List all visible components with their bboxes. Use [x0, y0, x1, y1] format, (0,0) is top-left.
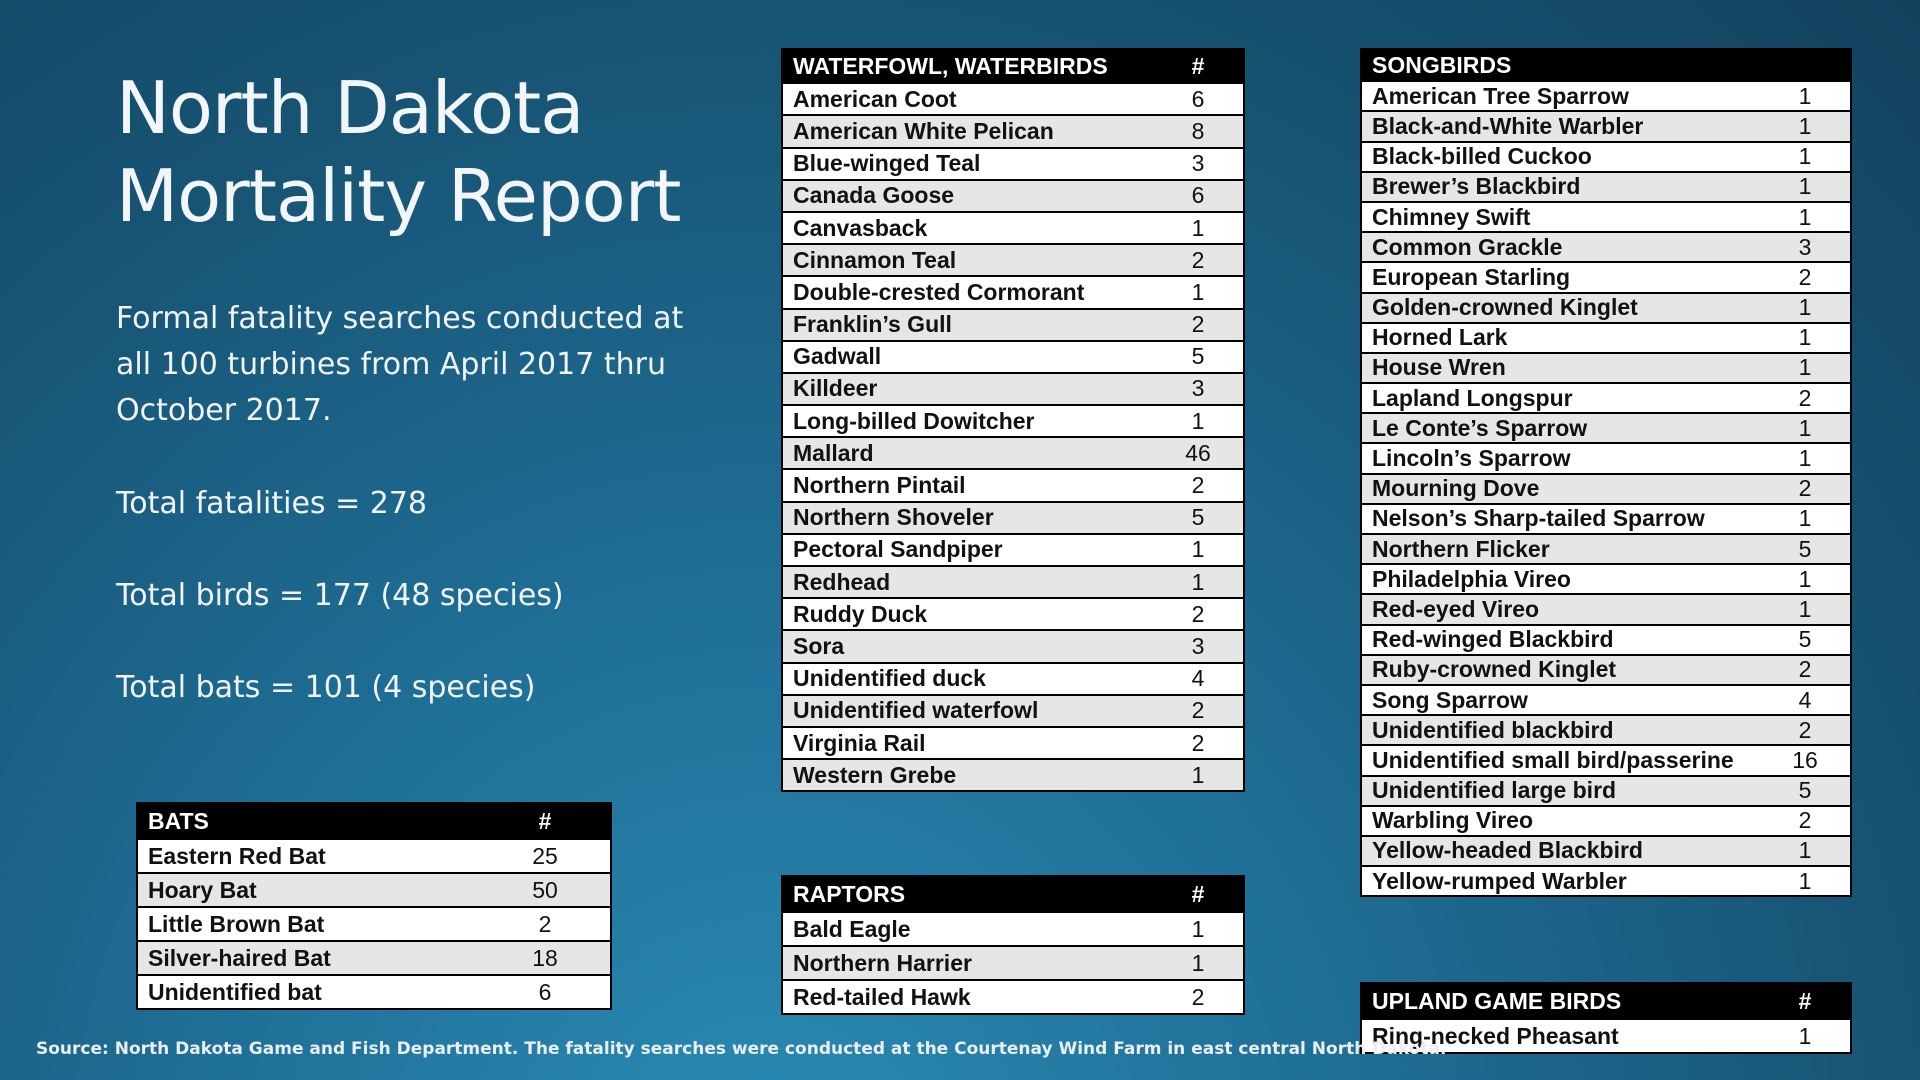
- fatality-count: 2: [1191, 600, 1205, 627]
- fatality-count: 16: [1792, 746, 1818, 773]
- songbirds-table-header: [1362, 50, 1850, 80]
- fatality-count: 1: [1798, 173, 1812, 200]
- species-name: Northern Pintail: [793, 472, 966, 499]
- table-row: [783, 945, 1243, 979]
- fatality-count: 2: [1191, 472, 1205, 499]
- species-name: Black-billed Cuckoo: [1372, 143, 1592, 170]
- species-name: Canvasback: [793, 214, 928, 241]
- fatality-count: 2: [1191, 311, 1205, 338]
- table-row: [1362, 775, 1850, 805]
- species-name: Ruddy Duck: [793, 600, 928, 627]
- species-name: Western Grebe: [793, 761, 957, 788]
- column-header-species: SONGBIRDS: [1372, 51, 1512, 78]
- table-row: [783, 340, 1243, 372]
- species-name: Common Grackle: [1372, 233, 1563, 260]
- column-header-species: RAPTORS: [793, 880, 906, 907]
- fatality-count: 1: [1798, 837, 1812, 864]
- table-row: [783, 275, 1243, 307]
- fatality-count: 1: [1191, 761, 1205, 788]
- table-row: [783, 758, 1243, 790]
- table-row: [138, 872, 610, 906]
- table-row: [783, 211, 1243, 243]
- fatality-count: 46: [1185, 439, 1211, 466]
- bats-table-body: [138, 838, 610, 1008]
- species-name: Nelson’s Sharp-tailed Sparrow: [1372, 505, 1705, 532]
- species-name: Mourning Dove: [1372, 475, 1540, 502]
- table-row: [1362, 382, 1850, 412]
- raptors-table-body: [783, 911, 1243, 1013]
- species-name: Yellow-rumped Warbler: [1372, 867, 1627, 894]
- table-row: [1362, 412, 1850, 442]
- fatality-count: 8: [1191, 117, 1205, 144]
- fatality-count: 6: [1191, 85, 1205, 112]
- table-row: [1362, 714, 1850, 744]
- table-row: [783, 436, 1243, 468]
- table-row: [783, 911, 1243, 945]
- column-header-species: WATERFOWL, WATERBIRDS: [793, 52, 1108, 79]
- table-row: [1362, 533, 1850, 563]
- table-row: [783, 501, 1243, 533]
- species-name: Killdeer: [793, 375, 878, 402]
- table-row: [1362, 231, 1850, 261]
- species-name: Northern Harrier: [793, 949, 972, 976]
- species-name: Canada Goose: [793, 182, 955, 209]
- fatality-count: 4: [1798, 686, 1812, 713]
- species-name: Horned Lark: [1372, 324, 1508, 351]
- species-name: Northern Flicker: [1372, 535, 1550, 562]
- species-name: Gadwall: [793, 343, 882, 370]
- fatality-count: 5: [1191, 504, 1205, 531]
- title-line-1: North Dakota: [116, 66, 584, 150]
- raptors-table: [781, 875, 1245, 1015]
- raptors-table-header: [783, 877, 1243, 911]
- species-name: Northern Shoveler: [793, 504, 994, 531]
- table-row: [783, 243, 1243, 275]
- fatality-count: 3: [1191, 632, 1205, 659]
- species-name: American Coot: [793, 85, 957, 112]
- intro-text: Formal fatality searches conducted at all 100 turbines from April 2017 thru October 2017.: [116, 301, 684, 428]
- species-name: American White Pelican: [793, 117, 1054, 144]
- species-name: Bald Eagle: [793, 915, 911, 942]
- table-row: [783, 629, 1243, 661]
- column-header-count: #: [1191, 52, 1205, 79]
- fatality-count: 5: [1798, 777, 1812, 804]
- table-row: [783, 979, 1243, 1013]
- fatality-count: 1: [1798, 1022, 1812, 1049]
- column-header-count: #: [1798, 987, 1812, 1014]
- table-row: [1362, 110, 1850, 140]
- species-name: Golden-crowned Kinglet: [1372, 294, 1638, 321]
- fatality-count: 5: [1798, 535, 1812, 562]
- species-name: Redhead: [793, 568, 891, 595]
- species-name: Virginia Rail: [793, 729, 926, 756]
- table-row: [783, 404, 1243, 436]
- page-title: [116, 64, 681, 240]
- fatality-count: 2: [1191, 246, 1205, 273]
- species-name: Unidentified bat: [148, 978, 322, 1005]
- species-name: Philadelphia Vireo: [1372, 565, 1571, 592]
- table-row: [783, 565, 1243, 597]
- table-row: [1362, 835, 1850, 865]
- fatality-count: 1: [1798, 294, 1812, 321]
- table-row: [783, 179, 1243, 211]
- fatality-count: 1: [1798, 324, 1812, 351]
- table-row: [138, 838, 610, 872]
- species-name: Long-billed Dowitcher: [793, 407, 1035, 434]
- fatality-count: 50: [532, 876, 558, 903]
- fatality-count: 1: [1191, 407, 1205, 434]
- bats-table: [136, 802, 612, 1010]
- table-row: [783, 308, 1243, 340]
- fatality-count: 2: [1798, 716, 1812, 743]
- fatality-count: 3: [1191, 375, 1205, 402]
- fatality-count: 1: [1798, 565, 1812, 592]
- species-name: Red-eyed Vireo: [1372, 595, 1540, 622]
- table-row: [1362, 201, 1850, 231]
- stat-total-bats: Total bats = 101 (4 species): [116, 670, 536, 705]
- table-row: [1362, 80, 1850, 110]
- species-name: Ring-necked Pheasant: [1372, 1022, 1619, 1049]
- stat-total-birds: Total birds = 177 (48 species): [116, 578, 564, 613]
- table-row: [783, 726, 1243, 758]
- fatality-count: 1: [1798, 505, 1812, 532]
- table-row: [1362, 744, 1850, 774]
- fatality-count: 2: [538, 910, 552, 937]
- species-name: Silver-haired Bat: [148, 944, 331, 971]
- fatality-count: 1: [1191, 214, 1205, 241]
- upland-table-header: [1362, 984, 1850, 1018]
- species-name: Unidentified small bird/passerine: [1372, 746, 1734, 773]
- fatality-count: 1: [1191, 915, 1205, 942]
- fatality-count: 5: [1191, 343, 1205, 370]
- fatality-count: 2: [1798, 656, 1812, 683]
- column-header-count: #: [1191, 880, 1205, 907]
- fatality-count: 4: [1191, 665, 1205, 692]
- table-row: [783, 662, 1243, 694]
- fatality-count: 3: [1798, 233, 1812, 260]
- column-header-species: BATS: [148, 807, 209, 834]
- species-name: Cinnamon Teal: [793, 246, 957, 273]
- fatality-count: 6: [1191, 182, 1205, 209]
- species-name: Little Brown Bat: [148, 910, 325, 937]
- table-row: [1362, 322, 1850, 352]
- species-name: Brewer’s Blackbird: [1372, 173, 1581, 200]
- fatality-count: 1: [1191, 278, 1205, 305]
- table-row: [1362, 473, 1850, 503]
- species-name: Ruby-crowned Kinglet: [1372, 656, 1617, 683]
- table-row: [1362, 171, 1850, 201]
- species-name: Le Conte’s Sparrow: [1372, 414, 1588, 441]
- species-name: Lincoln’s Sparrow: [1372, 445, 1571, 472]
- species-name: Chimney Swift: [1372, 203, 1531, 230]
- species-name: Pectoral Sandpiper: [793, 536, 1003, 563]
- fatality-count: 1: [1191, 536, 1205, 563]
- species-name: Song Sparrow: [1372, 686, 1528, 713]
- species-name: Red-tailed Hawk: [793, 983, 971, 1010]
- fatality-count: 5: [1798, 626, 1812, 653]
- species-name: Yellow-headed Blackbird: [1372, 837, 1643, 864]
- column-header-count: #: [538, 807, 552, 834]
- fatality-count: 6: [538, 978, 552, 1005]
- fatality-count: 1: [1798, 445, 1812, 472]
- fatality-count: 1: [1798, 414, 1812, 441]
- species-name: House Wren: [1372, 354, 1506, 381]
- fatality-count: 2: [1798, 475, 1812, 502]
- fatality-count: 1: [1191, 568, 1205, 595]
- fatality-count: 2: [1191, 729, 1205, 756]
- column-header-species: UPLAND GAME BIRDS: [1372, 987, 1622, 1014]
- songbirds-table-body: [1362, 80, 1850, 895]
- fatality-count: 2: [1798, 807, 1812, 834]
- table-row: [1362, 563, 1850, 593]
- waterfowl-table-body: [783, 82, 1243, 790]
- table-row: [1362, 292, 1850, 322]
- species-name: Black-and-White Warbler: [1372, 112, 1644, 139]
- table-row: [1362, 352, 1850, 382]
- species-name: Unidentified duck: [793, 665, 986, 692]
- bats-table-header: [138, 804, 610, 838]
- fatality-count: 2: [1798, 263, 1812, 290]
- fatality-count: 2: [1191, 697, 1205, 724]
- table-row: [1362, 141, 1850, 171]
- table-row: [138, 940, 610, 974]
- fatality-count: 1: [1191, 949, 1205, 976]
- species-name: Warbling Vireo: [1372, 807, 1534, 834]
- table-row: [783, 694, 1243, 726]
- species-name: Eastern Red Bat: [148, 842, 326, 869]
- waterfowl-table-header: [783, 50, 1243, 82]
- table-row: [783, 533, 1243, 565]
- source-note: Source: North Dakota Game and Fish Department. The fatality searches were conducted at the Courtenay Wind Farm in east central North Dakota.: [36, 1039, 1447, 1059]
- table-row: [1362, 503, 1850, 533]
- fatality-count: 18: [532, 944, 558, 971]
- fatality-count: 1: [1798, 867, 1812, 894]
- species-name: Lapland Longspur: [1372, 384, 1573, 411]
- fatality-count: 3: [1191, 150, 1205, 177]
- fatality-count: 1: [1798, 112, 1812, 139]
- fatality-count: 1: [1798, 143, 1812, 170]
- species-name: Double-crested Cormorant: [793, 278, 1085, 305]
- table-row: [1362, 684, 1850, 714]
- table-row: [1362, 624, 1850, 654]
- fatality-count: 25: [532, 842, 558, 869]
- table-row: [783, 597, 1243, 629]
- fatality-count: 1: [1798, 82, 1812, 109]
- table-row: [783, 114, 1243, 146]
- species-name: Unidentified large bird: [1372, 777, 1617, 804]
- table-row: [1362, 442, 1850, 472]
- table-row: [1362, 261, 1850, 291]
- table-row: [783, 372, 1243, 404]
- table-row: [1362, 805, 1850, 835]
- waterfowl-table: [781, 48, 1245, 792]
- species-name: Red-winged Blackbird: [1372, 626, 1614, 653]
- table-row: [138, 906, 610, 940]
- table-row: [783, 147, 1243, 179]
- stat-total-fatalities: Total fatalities = 278: [116, 486, 428, 521]
- table-row: [1362, 865, 1850, 895]
- species-name: Sora: [793, 632, 845, 659]
- songbirds-table: [1360, 48, 1852, 897]
- fatality-count: 2: [1798, 384, 1812, 411]
- table-row: [1362, 593, 1850, 623]
- species-name: Mallard: [793, 439, 874, 466]
- species-name: European Starling: [1372, 263, 1571, 290]
- title-line-2: Mortality Report: [116, 154, 681, 238]
- fatality-count: 1: [1798, 595, 1812, 622]
- table-row: [1362, 654, 1850, 684]
- table-row: [783, 82, 1243, 114]
- fatality-count: 1: [1798, 354, 1812, 381]
- species-name: Franklin’s Gull: [793, 311, 952, 338]
- table-row: [783, 468, 1243, 500]
- species-name: Blue-winged Teal: [793, 150, 981, 177]
- fatality-count: 2: [1191, 983, 1205, 1010]
- species-name: Unidentified waterfowl: [793, 697, 1039, 724]
- species-name: Hoary Bat: [148, 876, 257, 903]
- table-row: [138, 974, 610, 1008]
- species-name: American Tree Sparrow: [1372, 82, 1629, 109]
- species-name: Unidentified blackbird: [1372, 716, 1614, 743]
- fatality-count: 1: [1798, 203, 1812, 230]
